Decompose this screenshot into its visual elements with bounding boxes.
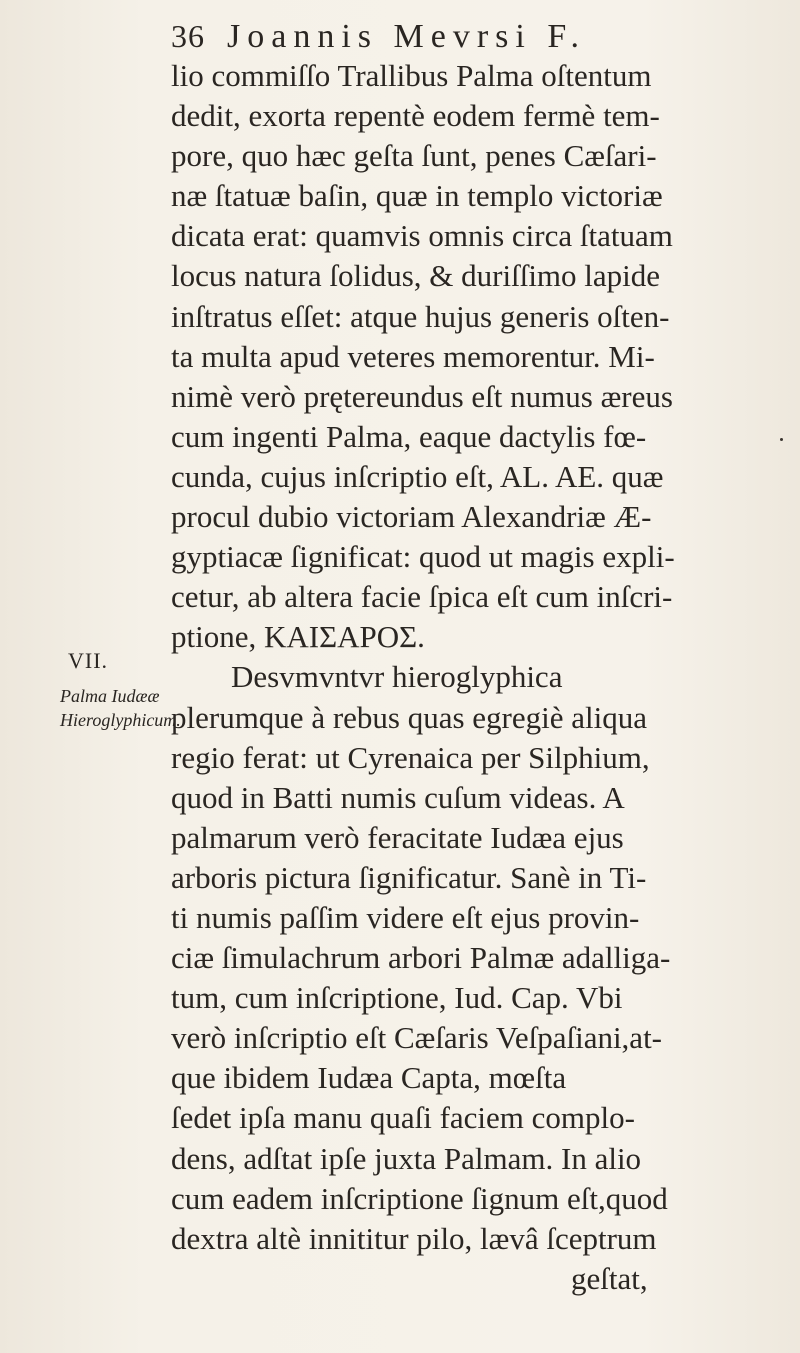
text-line: tum, cum inſcriptione, Iud. Cap. Vbi	[171, 980, 623, 1016]
text-line: palmarum verò feracitate Iudæa ejus	[171, 819, 624, 855]
text-line: cetur, ab altera facie ſpica eſt cum inſcri-	[171, 579, 673, 615]
text-line: quod in Batti numis cuſum videas. A	[171, 779, 625, 815]
margin-gloss: Palma Iudææ Hieroglyphicum.	[60, 686, 181, 730]
margin-note	[60, 648, 181, 732]
text-line: arboris pictura ſignificatur. Sanè in Ti-	[171, 859, 647, 895]
text-line: cum ingenti Palma, eaque dactylis fœ-	[171, 418, 647, 454]
running-head: Joannis Mevrsi F.	[227, 18, 587, 55]
text-line: lio commiſſo Trallibus Palma oſtentum	[171, 58, 652, 93]
text-line: procul dubio victoriam Alexandriæ Æ-	[171, 499, 652, 535]
text-line: dens, adſtat ipſe juxta Palmam. In alio	[171, 1140, 642, 1176]
text-line: ta multa apud veteres memorentur. Mi-	[171, 338, 655, 374]
text-line: gyptiacæ ſignificat: quod ut magis expli-	[171, 539, 675, 575]
text-line: dicata erat: quamvis omnis circa ſtatuam	[171, 218, 673, 254]
text-line: inſtratus eſſet: atque hujus generis oſten-	[171, 298, 670, 334]
text-line: dextra altè innititur pilo, lævâ ſceptrum	[171, 1220, 657, 1256]
section-opening-line: Desvmvntvr hieroglyphica	[231, 659, 563, 695]
ink-speck	[780, 438, 783, 441]
text-line: ciæ ſimulachrum arbori Palmæ adalliga-	[171, 940, 671, 976]
text-line: ſedet ipſa manu quaſi faciem complo-	[171, 1100, 635, 1136]
text-line: ptione, ΚΑΙΣΑΡΟΣ.	[171, 619, 425, 655]
text-line: nimè verò prętereundus eſt numus æreus	[171, 378, 673, 414]
text-line: ti numis paſſim videre eſt ejus provin-	[171, 899, 640, 935]
text-line: dedit, exorta repentè eodem fermè tem-	[171, 98, 660, 134]
catchword-line: geſtat,	[571, 1260, 648, 1296]
text-line: verò inſcriptio eſt Cæſaris Veſpaſiani,at-	[171, 1020, 663, 1056]
body-text	[171, 56, 781, 1299]
text-line: plerumque à rebus quas egregiè aliqua	[171, 699, 648, 735]
text-line: que ibidem Iudæa Capta, mœſta	[171, 1060, 567, 1096]
text-line: næ ſtatuæ baſin, quæ in templo victoriæ	[171, 178, 663, 214]
text-line: cum eadem inſcriptione ſignum eſt,quod	[171, 1180, 668, 1216]
text-line: pore, quo hæc geſta ſunt, penes Cæſari-	[171, 138, 657, 174]
text-line: locus natura ſolidus, & duriſſimo lapide	[171, 258, 661, 294]
margin-section-number: VII.	[68, 648, 109, 673]
text-line: regio ferat: ut Cyrenaica per Silphium,	[171, 739, 650, 775]
page-number: 36	[171, 18, 205, 54]
text-line: cunda, cujus inſcriptio eſt, AL. AE. quæ	[171, 458, 664, 494]
